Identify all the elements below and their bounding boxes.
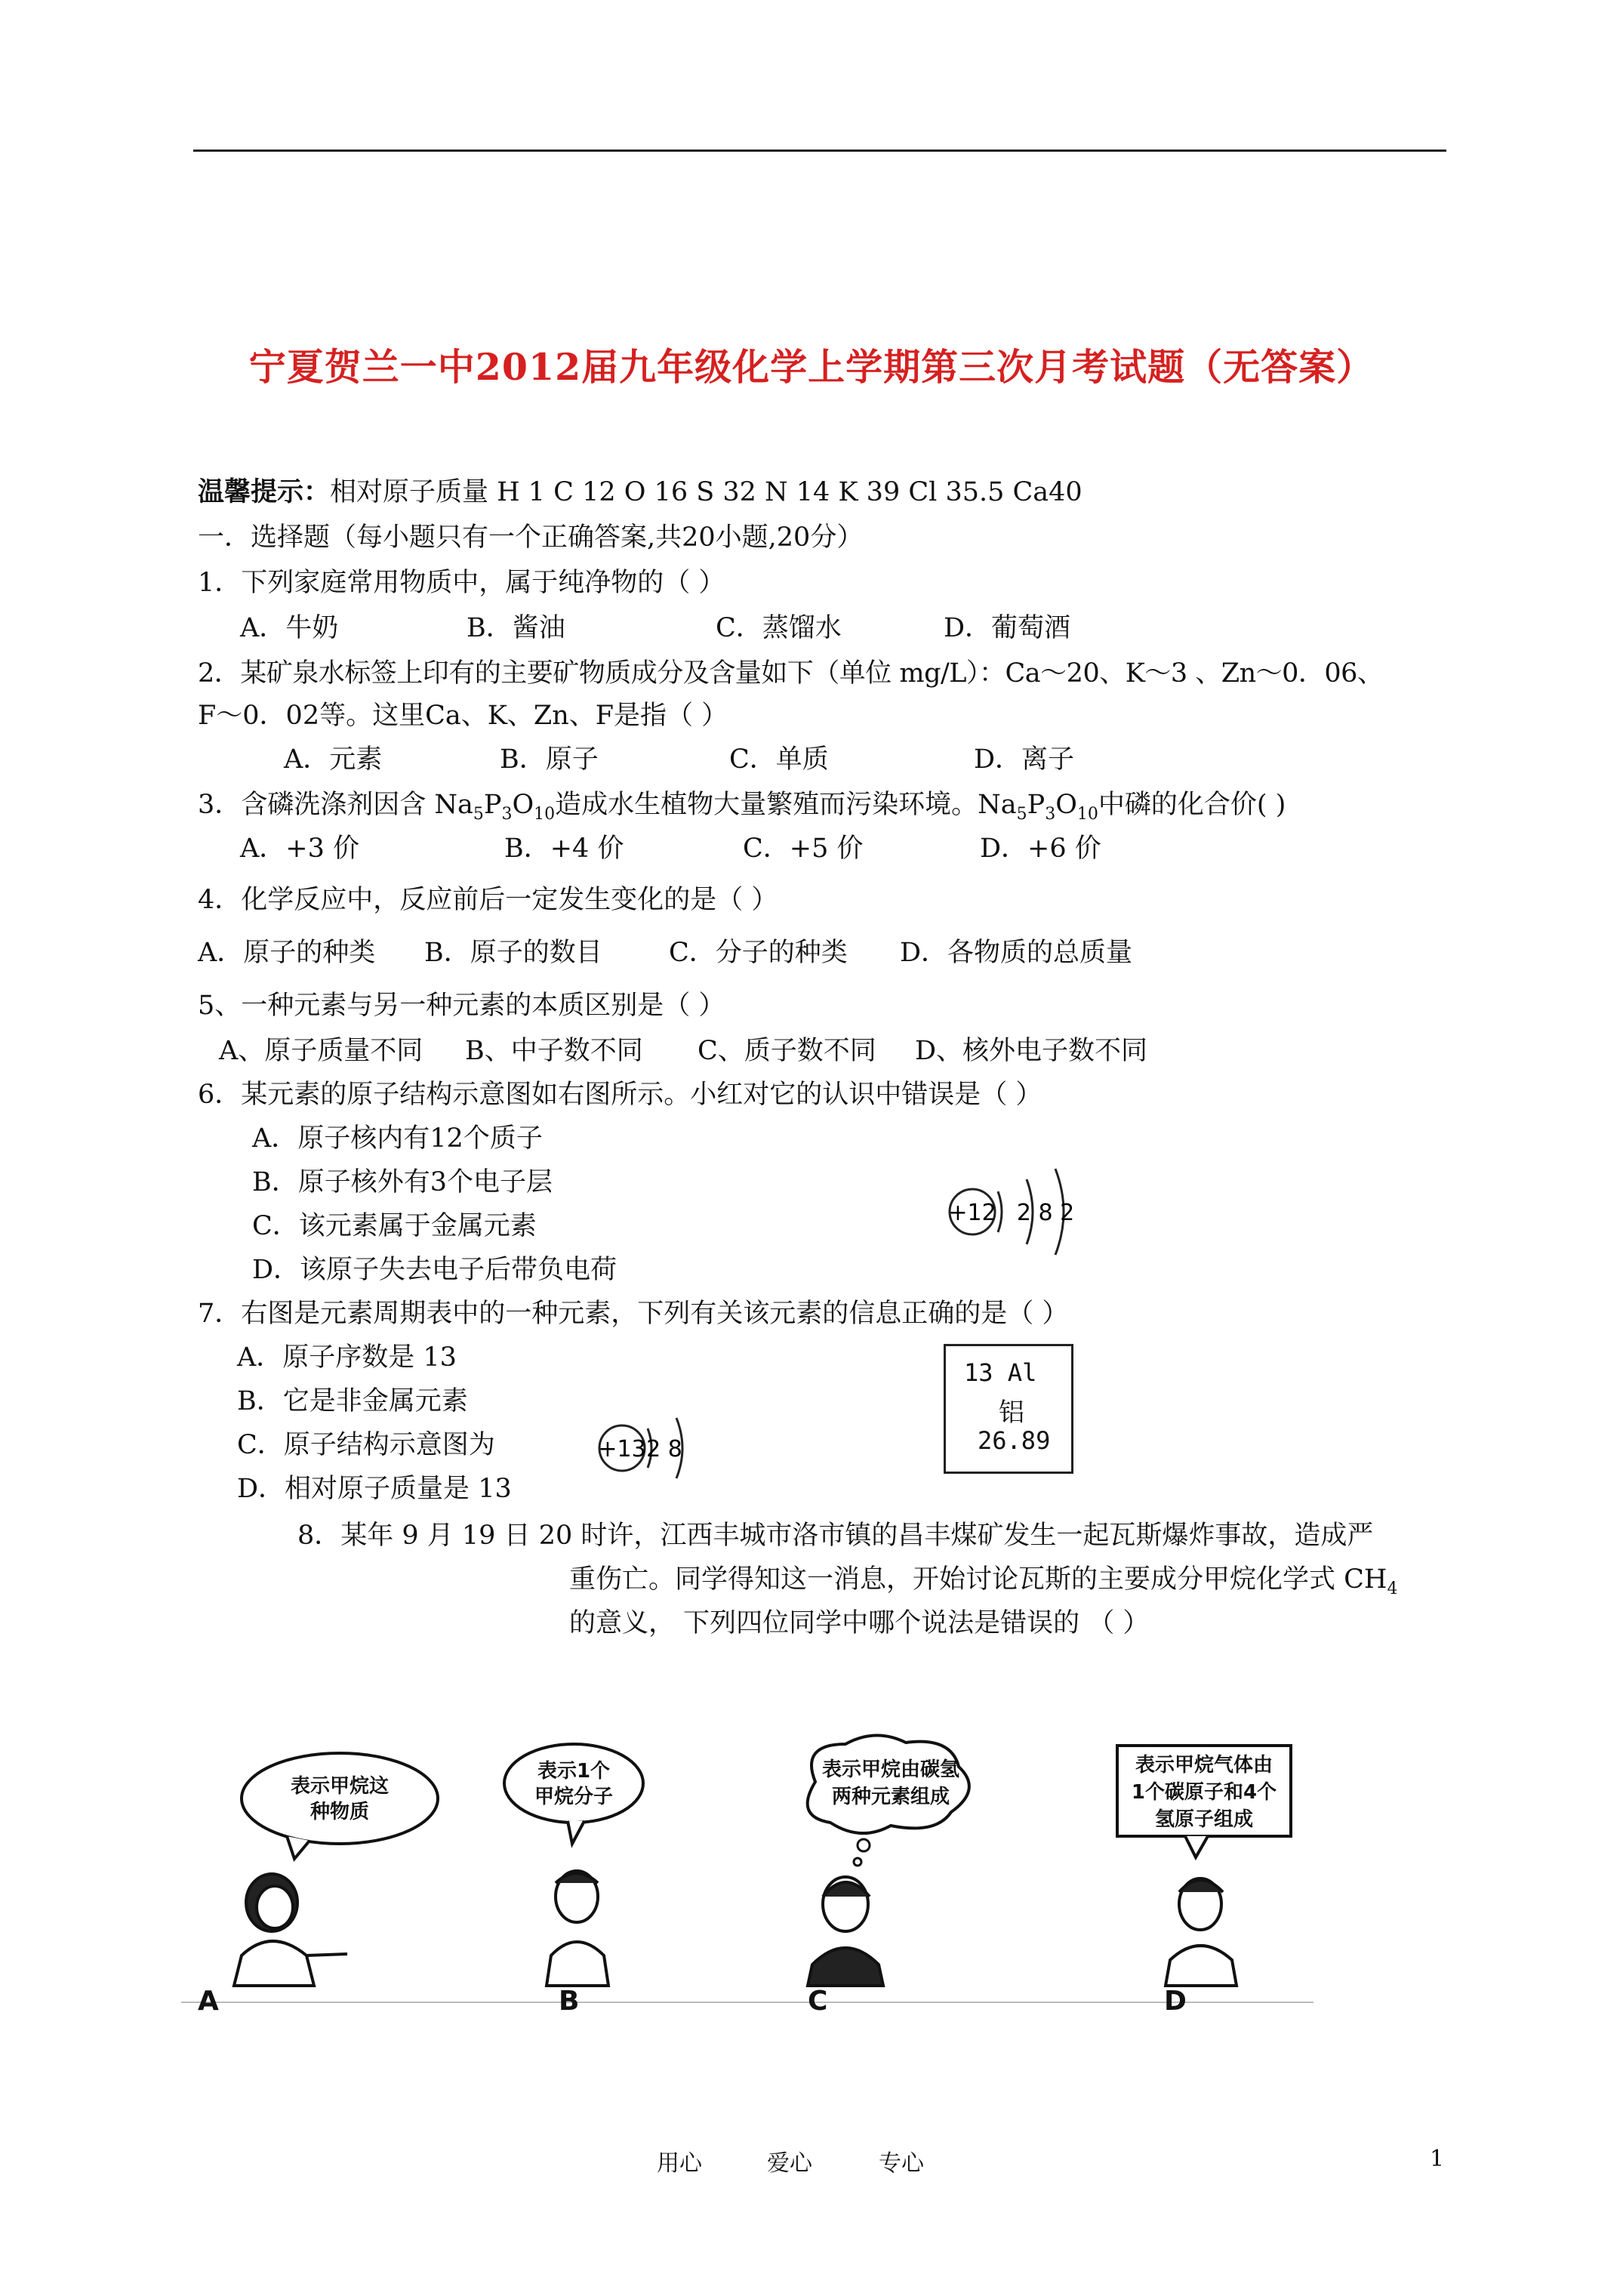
q2-option-a: A．元素 <box>284 744 383 775</box>
q6-shell-electrons: 2 8 2 <box>1016 1200 1075 1226</box>
q6-nucleus-label: +12 <box>948 1200 996 1226</box>
footer-word-3: 专心 <box>879 2150 924 2177</box>
q8-line2 <box>569 1563 1397 1596</box>
caption-a: A <box>198 1986 219 2017</box>
bubble-d-line1: 表示甲烷气体由 <box>1135 1754 1273 1777</box>
caption-d: D <box>1164 1986 1187 2017</box>
element-name: 铝 <box>999 1398 1024 1428</box>
q8-line3: 的意义， 下列四位同学中哪个说法是错误的 （ ） <box>569 1608 1150 1638</box>
q7-atom-diagram <box>589 1410 710 1486</box>
speech-bubble-d <box>1117 1746 1291 1857</box>
q3-o-b: O <box>1055 790 1077 820</box>
bubble-d-line3: 氢原子组成 <box>1154 1808 1254 1831</box>
q3-stem <box>198 788 1286 824</box>
q3-sub-10b: 10 <box>1076 805 1098 824</box>
q5-option-d: D、核外电子数不同 <box>915 1036 1148 1066</box>
q4-option-c: C．分子的种类 <box>669 938 848 968</box>
q2-option-c: C．单质 <box>729 744 829 775</box>
tip-line <box>198 476 1083 509</box>
q3-sub-10: 10 <box>534 805 556 824</box>
q5-stem: 5、一种元素与另一种元素的本质区别是（ ） <box>198 991 725 1021</box>
q8-ch4-subscript: 4 <box>1387 1579 1398 1598</box>
q8-line1: 8．某年 9 月 19 日 20 时许，江西丰城市洛市镇的昌丰煤矿发生一起瓦斯爆炸事故，造成严 <box>297 1521 1374 1551</box>
q7-shell-electrons: 2 8 <box>646 1436 682 1462</box>
bubble-a-line1: 表示甲烷这 <box>290 1775 390 1798</box>
page-number: 1 <box>1430 2146 1445 2172</box>
q6-option-d: D．该原子失去电子后带负电荷 <box>252 1255 617 1285</box>
q4-option-a: A．原子的种类 <box>198 938 376 968</box>
q3-option-c: C．+5 价 <box>743 834 864 864</box>
q7-option-c: C．原子结构示意图为 <box>237 1430 495 1460</box>
q6-option-b: B．原子核外有3个电子层 <box>252 1167 553 1197</box>
q1-option-c: C．蒸馏水 <box>716 613 842 643</box>
bubble-b-line1: 表示1个 <box>537 1760 611 1783</box>
periodic-table-cell <box>944 1344 1073 1474</box>
q6-stem: 6．某元素的原子结构示意图如右图所示。小红对它的认识中错误是（ ） <box>198 1080 1042 1110</box>
q7-option-d: D．相对原子质量是 13 <box>237 1474 512 1504</box>
q2-option-d: D．离子 <box>974 744 1075 775</box>
q3-sub-5: 5 <box>473 805 484 824</box>
q2-option-b: B．原子 <box>500 744 599 775</box>
q7-option-a: A．原子序数是 13 <box>237 1342 457 1373</box>
q7-nucleus-label: +13 <box>598 1436 646 1462</box>
q3-sub-5b: 5 <box>1016 805 1027 824</box>
student-b-figure <box>547 1871 608 1986</box>
q3-sub-3: 3 <box>501 805 513 824</box>
q8-line2-text: 重伤亡。同学得知这一消息，开始讨论瓦斯的主要成分甲烷化学式 CH <box>569 1564 1387 1595</box>
shell-arc-1 <box>998 1191 1002 1232</box>
q8-cartoon-illustration <box>181 1729 1313 2008</box>
q4-option-d: D．各物质的总质量 <box>900 938 1133 968</box>
footer-word-1: 用心 <box>657 2150 702 2177</box>
q6-option-a: A．原子核内有12个质子 <box>252 1123 543 1154</box>
speech-bubble-c <box>808 1735 969 1866</box>
q3-sub-3b: 3 <box>1045 805 1056 824</box>
q5-option-b: B、中子数不同 <box>465 1036 643 1066</box>
caption-b: B <box>559 1986 580 2017</box>
tip-text: 相对原子质量 H 1 C 12 O 16 S 32 N 14 K 39 Cl 35.5 Ca40 <box>330 477 1083 507</box>
q6-atom-diagram <box>936 1163 1102 1261</box>
q2-stem-line2: F～0．02等。这里Ca、K、Zn、F是指（ ） <box>198 701 728 731</box>
q3-o: O <box>512 790 534 820</box>
element-number-symbol: 13 Al <box>964 1358 1037 1387</box>
q3-stem-pre: 3．含磷洗涤剂因含 Na <box>198 790 473 820</box>
q3-option-a: A．+3 价 <box>240 834 359 864</box>
q5-option-a: A、原子质量不同 <box>219 1036 423 1066</box>
q6-option-c: C．该元素属于金属元素 <box>252 1211 537 1241</box>
bubble-b-line2: 甲烷分子 <box>534 1786 614 1808</box>
q1-stem: 1．下列家庭常用物质中，属于纯净物的（ ） <box>198 568 725 598</box>
q1-option-a: A．牛奶 <box>240 613 339 643</box>
q4-stem: 4．化学反应中，反应前后一定发生变化的是（ ） <box>198 885 778 915</box>
q5-option-c: C、质子数不同 <box>698 1036 876 1066</box>
speech-bubble-b <box>504 1744 643 1844</box>
q3-option-b: B．+4 价 <box>504 834 624 864</box>
q3-option-d: D．+6 价 <box>980 834 1101 864</box>
speech-bubble-a <box>242 1753 438 1859</box>
q3-p: P <box>483 790 502 820</box>
footer-word-2: 爱心 <box>767 2150 812 2177</box>
student-d-figure <box>1166 1878 1236 1986</box>
q3-stem-mid: 造成水生植物大量繁殖而污染环境。Na <box>555 790 1017 820</box>
q1-option-b: B．酱油 <box>467 613 565 643</box>
q4-option-b: B．原子的数目 <box>424 938 602 968</box>
q7-option-b: B．它是非金属元素 <box>237 1386 468 1416</box>
q1-option-d: D．葡萄酒 <box>944 613 1071 643</box>
element-mass: 26.89 <box>978 1426 1051 1455</box>
caption-c: C <box>808 1986 828 2017</box>
bubble-c-line2: 两种元素组成 <box>831 1786 950 1808</box>
header-rule <box>193 149 1446 152</box>
bubble-c-line1: 表示甲烷由碳氢 <box>821 1758 960 1781</box>
bubble-d-line2: 1个碳原子和4个 <box>1131 1781 1277 1804</box>
q3-stem-post: 中磷的化合价( ) <box>1098 790 1286 820</box>
student-a-figure <box>234 1874 347 1986</box>
section-heading: 一．选择题（每小题只有一个正确答案,共20小题,20分） <box>198 522 864 553</box>
q7-stem: 7．右图是元素周期表中的一种元素，下列有关该元素的信息正确的是（ ） <box>198 1299 1069 1329</box>
page-title: 宁夏贺兰一中2012届九年级化学上学期第三次月考试题（无答案） <box>248 345 1375 389</box>
q2-stem-line1: 2．某矿泉水标签上印有的主要矿物质成分及含量如下（单位 mg/L）：Ca～20、K～3 、Zn～0．06、 <box>198 658 1384 689</box>
bubble-a-line2: 种物质 <box>310 1801 370 1823</box>
student-c-figure <box>808 1877 883 1986</box>
q3-p-b: P <box>1027 790 1046 820</box>
tip-label: 温馨提示： <box>198 476 331 507</box>
